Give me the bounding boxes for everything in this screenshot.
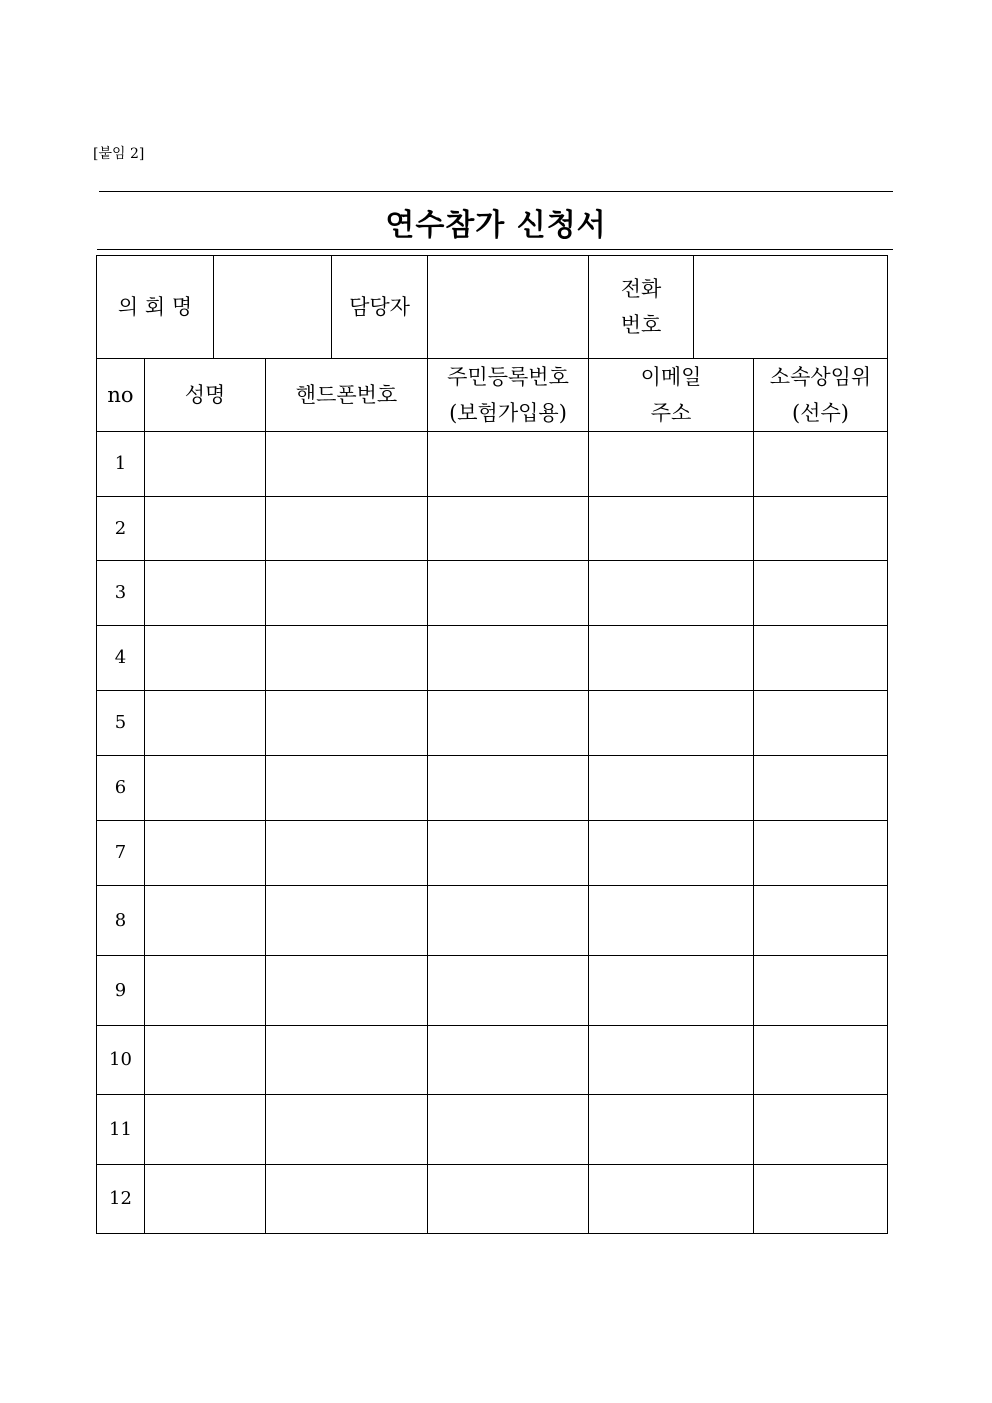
name-cell[interactable]	[145, 756, 266, 821]
mobile-cell[interactable]	[266, 432, 428, 497]
email-cell[interactable]	[589, 1095, 754, 1165]
col-header-email	[589, 359, 754, 432]
email-cell[interactable]	[589, 886, 754, 956]
row-number: 9	[97, 956, 145, 1026]
table-row	[97, 756, 888, 821]
col-header-committee-line2: (선수)	[792, 401, 849, 425]
committee-cell[interactable]	[754, 1165, 888, 1234]
email-cell[interactable]	[589, 956, 754, 1026]
committee-cell[interactable]	[754, 626, 888, 691]
email-cell[interactable]	[589, 1026, 754, 1095]
name-cell[interactable]	[145, 432, 266, 497]
email-cell[interactable]	[589, 561, 754, 626]
email-cell[interactable]	[589, 691, 754, 756]
email-cell[interactable]	[589, 756, 754, 821]
name-cell[interactable]	[145, 956, 266, 1026]
name-cell[interactable]	[145, 561, 266, 626]
name-cell[interactable]	[145, 1165, 266, 1234]
committee-cell[interactable]	[754, 497, 888, 561]
name-cell[interactable]	[145, 626, 266, 691]
column-header-row	[97, 359, 888, 432]
rrn-cell[interactable]	[428, 432, 589, 497]
col-header-rrn-line1: 주민등록번호	[447, 365, 569, 389]
row-number: 5	[97, 691, 145, 756]
row-number: 6	[97, 756, 145, 821]
table-row	[97, 886, 888, 956]
rrn-cell[interactable]	[428, 756, 589, 821]
mobile-cell[interactable]	[266, 497, 428, 561]
rrn-cell[interactable]	[428, 1026, 589, 1095]
mobile-cell[interactable]	[266, 691, 428, 756]
row-number: 4	[97, 626, 145, 691]
name-cell[interactable]	[145, 821, 266, 886]
rrn-cell[interactable]	[428, 691, 589, 756]
row-number: 8	[97, 886, 145, 956]
row-number: 1	[97, 432, 145, 497]
col-header-mobile: 핸드폰번호	[266, 359, 428, 432]
name-cell[interactable]	[145, 1095, 266, 1165]
phone-field[interactable]	[694, 256, 888, 359]
name-cell[interactable]	[145, 691, 266, 756]
phone-label-line2: 번호	[620, 313, 662, 337]
email-cell[interactable]	[589, 626, 754, 691]
table-row	[97, 432, 888, 497]
rrn-cell[interactable]	[428, 1095, 589, 1165]
rrn-cell[interactable]	[428, 821, 589, 886]
row-number: 12	[97, 1165, 145, 1234]
mobile-cell[interactable]	[266, 1095, 428, 1165]
row-number: 2	[97, 497, 145, 561]
table-row	[97, 497, 888, 561]
name-cell[interactable]	[145, 497, 266, 561]
col-header-rrn	[428, 359, 589, 432]
page-title: 연수참가 신청서	[385, 208, 607, 243]
committee-cell[interactable]	[754, 886, 888, 956]
committee-cell[interactable]	[754, 1095, 888, 1165]
row-number: 3	[97, 561, 145, 626]
mobile-cell[interactable]	[266, 956, 428, 1026]
phone-label-line1: 전화	[620, 277, 662, 301]
rrn-cell[interactable]	[428, 956, 589, 1026]
row-number: 10	[97, 1026, 145, 1095]
col-header-name: 성명	[145, 359, 266, 432]
mobile-cell[interactable]	[266, 756, 428, 821]
committee-cell[interactable]	[754, 956, 888, 1026]
council-name-label: 의 회 명	[97, 256, 214, 359]
manager-label: 담당자	[332, 256, 428, 359]
name-cell[interactable]	[145, 886, 266, 956]
title-bottom-rule	[97, 249, 893, 250]
email-cell[interactable]	[589, 1165, 754, 1234]
col-header-committee-line1: 소속상임위	[769, 365, 872, 389]
mobile-cell[interactable]	[266, 821, 428, 886]
committee-cell[interactable]	[754, 432, 888, 497]
application-form-table	[96, 255, 888, 1234]
rrn-cell[interactable]	[428, 1165, 589, 1234]
attachment-label: [붙임 2]	[93, 146, 145, 162]
committee-cell[interactable]	[754, 821, 888, 886]
committee-cell[interactable]	[754, 691, 888, 756]
mobile-cell[interactable]	[266, 561, 428, 626]
info-row	[97, 256, 888, 359]
table-row	[97, 626, 888, 691]
email-cell[interactable]	[589, 821, 754, 886]
manager-field[interactable]	[428, 256, 589, 359]
table-row	[97, 956, 888, 1026]
mobile-cell[interactable]	[266, 626, 428, 691]
rrn-cell[interactable]	[428, 886, 589, 956]
table-row	[97, 1026, 888, 1095]
council-name-field[interactable]	[214, 256, 332, 359]
col-header-no: no	[97, 359, 145, 432]
committee-cell[interactable]	[754, 1026, 888, 1095]
title-top-rule	[99, 191, 893, 192]
table-row	[97, 1165, 888, 1234]
phone-label	[589, 256, 694, 359]
committee-cell[interactable]	[754, 561, 888, 626]
col-header-email-line2: 주소	[650, 401, 692, 425]
table-row	[97, 561, 888, 626]
mobile-cell[interactable]	[266, 886, 428, 956]
rrn-cell[interactable]	[428, 561, 589, 626]
col-header-rrn-line2: (보험가입용)	[449, 401, 567, 425]
col-header-committee	[754, 359, 888, 432]
email-cell[interactable]	[589, 432, 754, 497]
row-number: 7	[97, 821, 145, 886]
rrn-cell[interactable]	[428, 626, 589, 691]
table-row	[97, 1095, 888, 1165]
table-row	[97, 691, 888, 756]
row-number: 11	[97, 1095, 145, 1165]
name-cell[interactable]	[145, 1026, 266, 1095]
col-header-email-line1: 이메일	[640, 365, 702, 389]
rrn-cell[interactable]	[428, 497, 589, 561]
mobile-cell[interactable]	[266, 1026, 428, 1095]
committee-cell[interactable]	[754, 756, 888, 821]
email-cell[interactable]	[589, 497, 754, 561]
table-row	[97, 821, 888, 886]
mobile-cell[interactable]	[266, 1165, 428, 1234]
